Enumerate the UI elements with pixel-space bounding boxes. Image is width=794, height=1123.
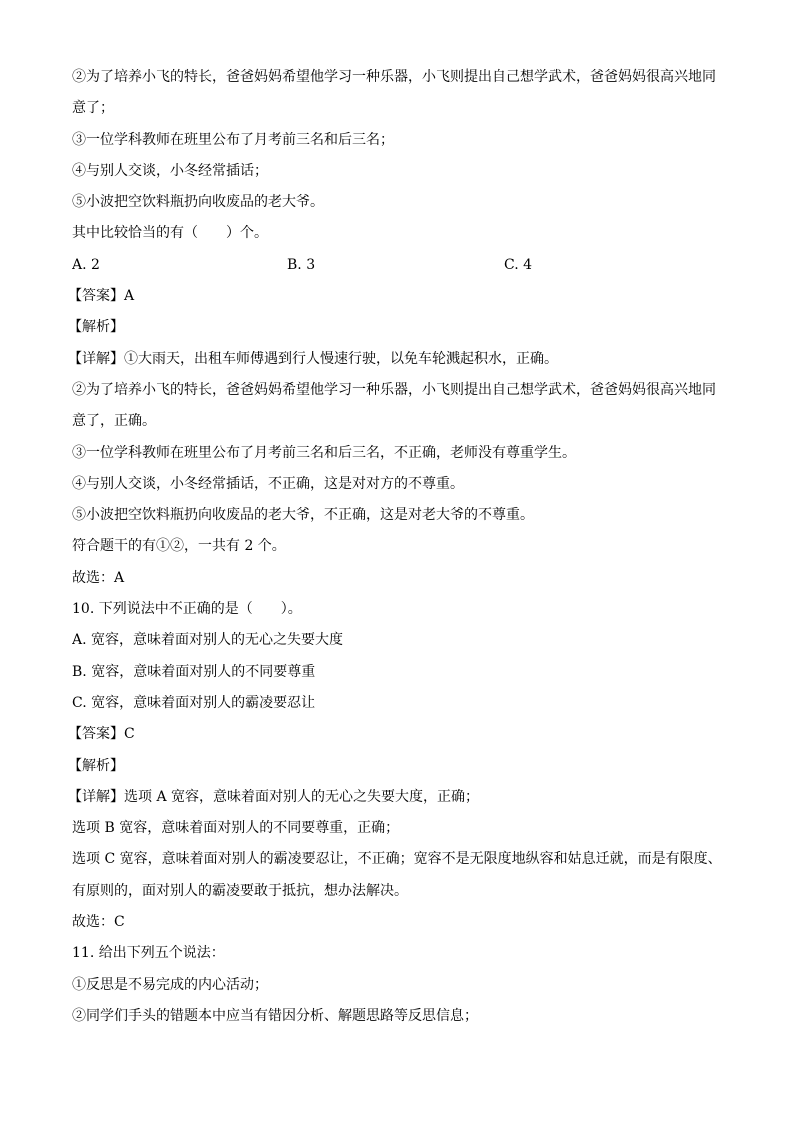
- analysis-label: 【解析】: [68, 319, 124, 336]
- detail-line: 【详解】①大雨天，出租车师傅遇到行人慢速行驶，以免车轮溅起积水，正确。: [68, 350, 558, 367]
- question-9-prompt: 其中比较恰当的有（ ）个。: [72, 225, 268, 242]
- detail-line: 【详解】选项 A 宽容，意味着面对别人的无心之失要大度，正确；: [68, 788, 480, 805]
- choice-line: 故选：A: [72, 569, 125, 586]
- question-10-stem: 10. 下列说法中不正确的是（ ）。: [72, 601, 302, 618]
- detail-line: ④与别人交谈，小冬经常插话，不正确，这是对对方的不尊重。: [72, 475, 464, 492]
- option-c: C. 宽容，意味着面对别人的霸凌要忍让: [72, 694, 316, 711]
- analysis-label: 【解析】: [68, 757, 124, 774]
- option-a: A. 2: [72, 256, 100, 273]
- text-line: 意了；: [72, 100, 114, 117]
- option-b: B. 3: [287, 256, 316, 273]
- detail-line: 选项 B 宽容，意味着面对别人的不同要尊重，正确；: [72, 820, 400, 837]
- text-line: ③一位学科教师在班里公布了月考前三名和后三名；: [72, 131, 394, 148]
- detail-line: 意了，正确。: [72, 413, 156, 430]
- detail-line: 有原则的，面对别人的霸凌要敢于抵抗，想办法解决。: [72, 882, 408, 899]
- answer-label: 【答案】C: [68, 726, 135, 743]
- option-c: C. 4: [504, 256, 533, 273]
- detail-line: 选项 C 宽容，意味着面对别人的霸凌要忍让，不正确；宽容不是无限度地纵容和姑息迁就，而是有限度、: [72, 851, 722, 868]
- text-line: ⑤小波把空饮料瓶扔向收废品的老大爷。: [72, 194, 324, 211]
- detail-line: ⑤小波把空饮料瓶扔向收废品的老大爷，不正确，这是对老大爷的不尊重。: [72, 507, 534, 524]
- detail-line: ③一位学科教师在班里公布了月考前三名和后三名，不正确，老师没有尊重学生。: [72, 444, 576, 461]
- statement-line: ①反思是不易完成的内心活动；: [72, 976, 268, 993]
- text-line: ②为了培养小飞的特长，爸爸妈妈希望他学习一种乐器，小飞则提出自己想学武术，爸爸妈妈很高兴地同: [72, 69, 716, 85]
- answer-label: 【答案】A: [68, 288, 135, 305]
- detail-line: ②为了培养小飞的特长，爸爸妈妈希望他学习一种乐器，小飞则提出自己想学武术，爸爸妈妈很高兴地同: [72, 381, 716, 398]
- statement-line: ②同学们手头的错题本中应当有错因分析、解题思路等反思信息；: [72, 1007, 478, 1024]
- option-b: B. 宽容，意味着面对别人的不同要尊重: [72, 663, 316, 680]
- document-page: [68, 62, 732, 1032]
- text-line: ④与别人交谈，小冬经常插话；: [72, 162, 268, 179]
- detail-line: 符合题干的有①②，一共有 2 个。: [72, 538, 286, 555]
- option-a: A. 宽容，意味着面对别人的无心之失要大度: [72, 632, 344, 649]
- question-11-stem: 11. 给出下列五个说法：: [72, 945, 225, 962]
- choice-line: 故选：C: [72, 914, 125, 931]
- question-9-options: [72, 250, 732, 281]
